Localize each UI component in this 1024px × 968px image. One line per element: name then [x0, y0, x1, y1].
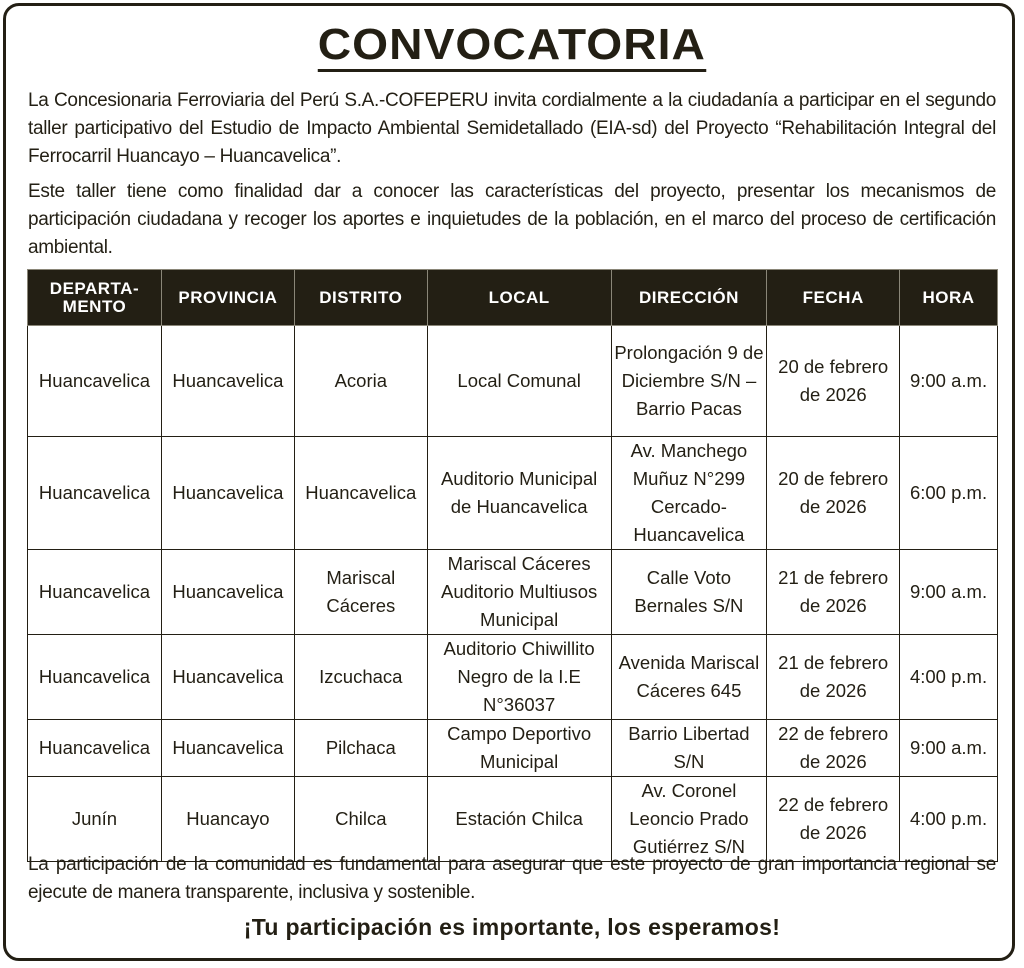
title-text: CONVOCATORIA	[318, 21, 706, 72]
cell-hora: 4:00 p.m.	[900, 777, 998, 862]
cell-distrito: Pilchaca	[294, 720, 427, 777]
cell-direccion: Av. Manchego Muñuz N°299 Cercado-Huancavelica	[611, 437, 767, 550]
cell-local: Campo Deportivo Municipal	[427, 720, 611, 777]
table-header-row	[28, 270, 998, 326]
cell-provincia: Huancavelica	[161, 720, 294, 777]
closing-paragraph: La participación de la comunidad es fundamental para asegurar que este proyecto de gran importancia regional se ejecute de manera transparente, inclusiva y sostenible.	[28, 854, 996, 903]
cell-hora: 9:00 a.m.	[900, 326, 998, 437]
table-row	[28, 550, 998, 635]
cell-direccion: Avenida Mariscal Cáceres 645	[611, 635, 767, 720]
table-row	[28, 777, 998, 862]
header-direccion: DIRECCIÓN	[611, 270, 767, 326]
cell-provincia: Huancayo	[161, 777, 294, 862]
page-title	[0, 20, 1024, 72]
cell-local: Local Comunal	[427, 326, 611, 437]
cell-distrito: Izcuchaca	[294, 635, 427, 720]
table-row	[28, 326, 998, 437]
cell-fecha: 21 de febrero de 2026	[767, 635, 900, 720]
cell-hora: 6:00 p.m.	[900, 437, 998, 550]
cell-departamento: Huancavelica	[28, 635, 162, 720]
schedule-table	[27, 269, 998, 862]
cell-fecha: 22 de febrero de 2026	[767, 720, 900, 777]
cell-provincia: Huancavelica	[161, 326, 294, 437]
purpose-paragraph: Este taller tiene como finalidad dar a conocer las características del proyecto, presentar los mecanismos de participación ciudadana y recoger los aportes e inquietudes de la población, en el marco del proceso de certificación ambiental.	[28, 181, 996, 258]
cell-fecha: 22 de febrero de 2026	[767, 777, 900, 862]
header-provincia: PROVINCIA	[161, 270, 294, 326]
cell-departamento: Huancavelica	[28, 550, 162, 635]
cell-local: Estación Chilca	[427, 777, 611, 862]
cell-fecha: 21 de febrero de 2026	[767, 550, 900, 635]
cell-hora: 4:00 p.m.	[900, 635, 998, 720]
cell-distrito: Huancavelica	[294, 437, 427, 550]
cell-direccion: Prolongación 9 de Diciembre S/N – Barrio Pacas	[611, 326, 767, 437]
closing-slogan: ¡Tu participación es importante, los esperamos!	[243, 914, 781, 940]
cell-provincia: Huancavelica	[161, 550, 294, 635]
header-local: LOCAL	[427, 270, 611, 326]
table-row	[28, 635, 998, 720]
table-row	[28, 437, 998, 550]
header-fecha: FECHA	[767, 270, 900, 326]
intro-paragraph: La Concesionaria Ferroviaria del Perú S.A.-COFEPERU invita cordialmente a la ciudadanía a participar en el segundo taller participativo del Estudio de Impacto Ambiental Semidetallado (EIA-sd) del Proyecto “Rehabilitación Integral del Ferrocarril Huancayo – Huancavelica”.	[28, 90, 996, 167]
cell-local: Auditorio Municipal de Huancavelica	[427, 437, 611, 550]
cell-distrito: Acoria	[294, 326, 427, 437]
cell-hora: 9:00 a.m.	[900, 720, 998, 777]
cell-direccion: Barrio Libertad S/N	[611, 720, 767, 777]
cell-direccion: Calle Voto Bernales S/N	[611, 550, 767, 635]
cell-direccion: Av. Coronel Leoncio Prado Gutiérrez S/N	[611, 777, 767, 862]
header-hora: HORA	[900, 270, 998, 326]
cell-departamento: Junín	[28, 777, 162, 862]
cell-fecha: 20 de febrero de 2026	[767, 326, 900, 437]
cell-provincia: Huancavelica	[161, 437, 294, 550]
cell-distrito: Mariscal Cáceres	[294, 550, 427, 635]
cell-departamento: Huancavelica	[28, 437, 162, 550]
cell-departamento: Huancavelica	[28, 326, 162, 437]
cell-fecha: 20 de febrero de 2026	[767, 437, 900, 550]
cell-distrito: Chilca	[294, 777, 427, 862]
cell-departamento: Huancavelica	[28, 720, 162, 777]
cell-local: Auditorio Chiwillito Negro de la I.E N°36037	[427, 635, 611, 720]
cell-provincia: Huancavelica	[161, 635, 294, 720]
header-distrito: DISTRITO	[294, 270, 427, 326]
header-departamento: DEPARTA- MENTO	[28, 270, 162, 326]
cell-hora: 9:00 a.m.	[900, 550, 998, 635]
cell-local: Mariscal Cáceres Auditorio Multiusos Municipal	[427, 550, 611, 635]
table-row	[28, 720, 998, 777]
